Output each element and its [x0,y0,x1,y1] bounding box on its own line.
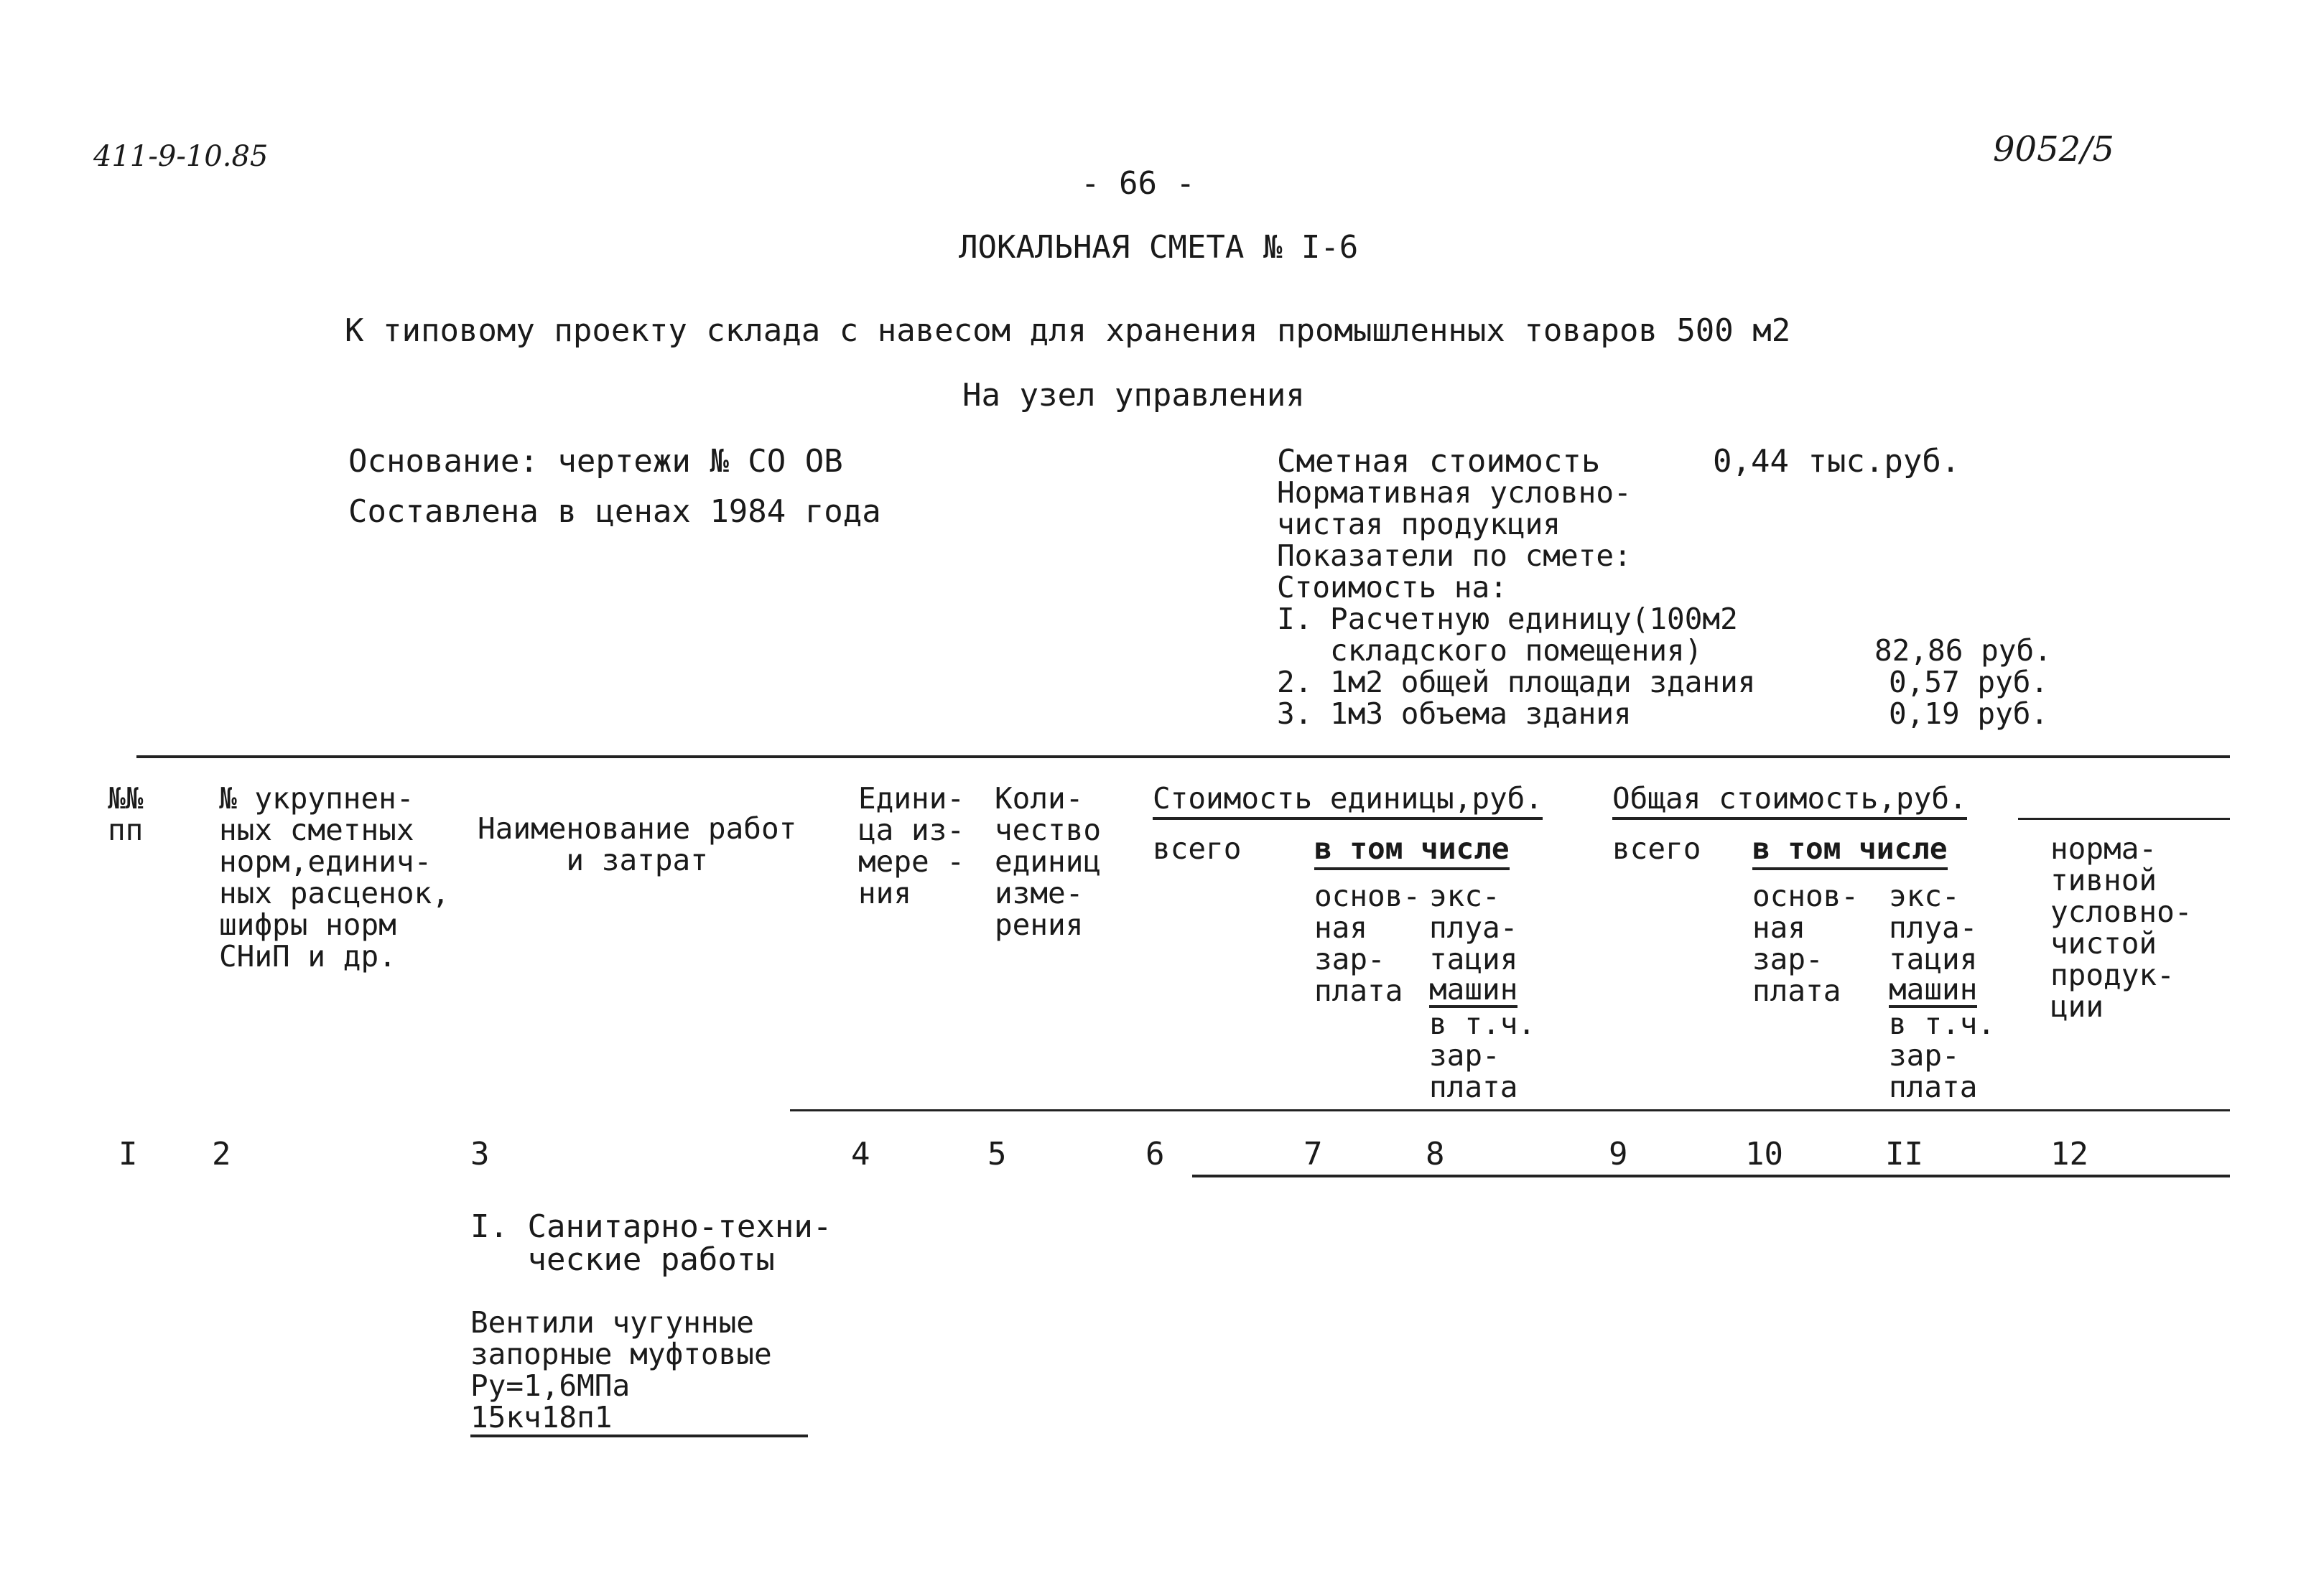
col-number-6: 6 [1145,1136,1165,1172]
header-col-3: Наименование работ и затрат [478,811,797,877]
header-col-10: основ- ная зар- плата [1752,879,1859,1008]
margin-code-left: 411-9-10.85 [93,140,269,173]
header-col-8-machines: машин [1429,972,1518,1007]
cost-value: 0,44 тыс.руб. [1713,443,1961,480]
margin-code-right: 9052/5 [1993,129,2114,169]
indicator-3-value: 0,19 руб. [1889,696,2049,731]
indicator-2-label: 2. 1м2 общей площади здания [1277,665,1756,699]
header-col-2: № укрупнен- ных сметных норм,единич- ных расценок, шифры норм СНиП и др. [219,781,450,974]
col-number-1: I [118,1136,138,1172]
document-title: ЛОКАЛЬНАЯ СМЕТА № I-6 [959,229,1359,266]
col-number-3: 3 [470,1136,490,1172]
cost-label: Сметная стоимость [1277,443,1601,480]
indicator-1-value: 82,86 руб. [1874,633,2052,668]
indicator-2-value: 0,57 руб. [1889,665,2049,699]
header-group-rule-right [2018,818,2230,820]
col-number-12: 12 [2050,1136,2088,1172]
col-number-8: 8 [1426,1136,1445,1172]
indicator-3-label: 3. 1м3 объема здания [1277,696,1632,731]
header-col-8-bottom: в т.ч. зар- плата [1429,1007,1536,1104]
item-code: 15кч18п1 [470,1401,808,1437]
normative-label: Нормативная условно- чистая продукция [1277,475,1632,541]
page-number: - 66 - [1081,165,1195,202]
header-col-8-top: экс- плуа- тация [1429,879,1518,976]
basis-prices: Составлена в ценах 1984 года [348,493,881,530]
col-number-4: 4 [851,1136,870,1172]
header-col-11-top: экс- плуа- тация [1889,879,1978,976]
col-number-10: 10 [1745,1136,1783,1172]
header-incl-unit: в том числе [1314,833,1510,870]
item-description: Вентили чугунные запорные муфтовые Ру=1,6МПа [470,1305,772,1403]
indicator-1-label: I. Расчетную единицу(100м2 складского помещения) [1277,602,1738,668]
header-unit-cost-group: Стоимость единицы,руб. [1153,783,1543,820]
header-col-11-bottom: в т.ч. зар- плата [1889,1007,1996,1104]
col-number-11: II [1885,1136,1923,1172]
col-number-5: 5 [987,1136,1007,1172]
col-number-7: 7 [1303,1136,1323,1172]
header-col-12: норма- тивной условно- чистой продук- ции [2050,831,2193,1024]
column-numbers-rule [1192,1175,2230,1177]
basis-drawings: Основание: чертежи № СО ОВ [348,443,843,480]
object-name: На узел управления [962,377,1305,414]
header-col-9: всего [1612,831,1701,866]
section-heading: I. Санитарно-техни- ческие работы [470,1208,832,1278]
col-number-9: 9 [1609,1136,1628,1172]
header-bottom-rule [790,1109,2230,1111]
table-top-rule [136,755,2230,758]
header-total-cost-group: Общая стоимость,руб. [1612,783,1967,820]
header-col-5: Коли- чество единиц изме- рения [995,781,1102,942]
col-number-2: 2 [212,1136,231,1172]
header-col-4: Едини- ца из- мере - ния [858,781,965,910]
cost-on-label: Стоимость на: [1277,570,1507,605]
header-col-11-machines: машин [1889,972,1978,1007]
header-col-1: №№ пп [108,781,144,847]
header-incl-total: в том числе [1752,833,1948,870]
header-col-6: всего [1153,831,1242,866]
indicators-label: Показатели по смете: [1277,538,1632,573]
header-col-7: основ- ная зар- плата [1314,879,1421,1008]
document-subtitle: К типовому проекту склада с навесом для хранения промышленных товаров 500 м2 [345,312,1791,349]
